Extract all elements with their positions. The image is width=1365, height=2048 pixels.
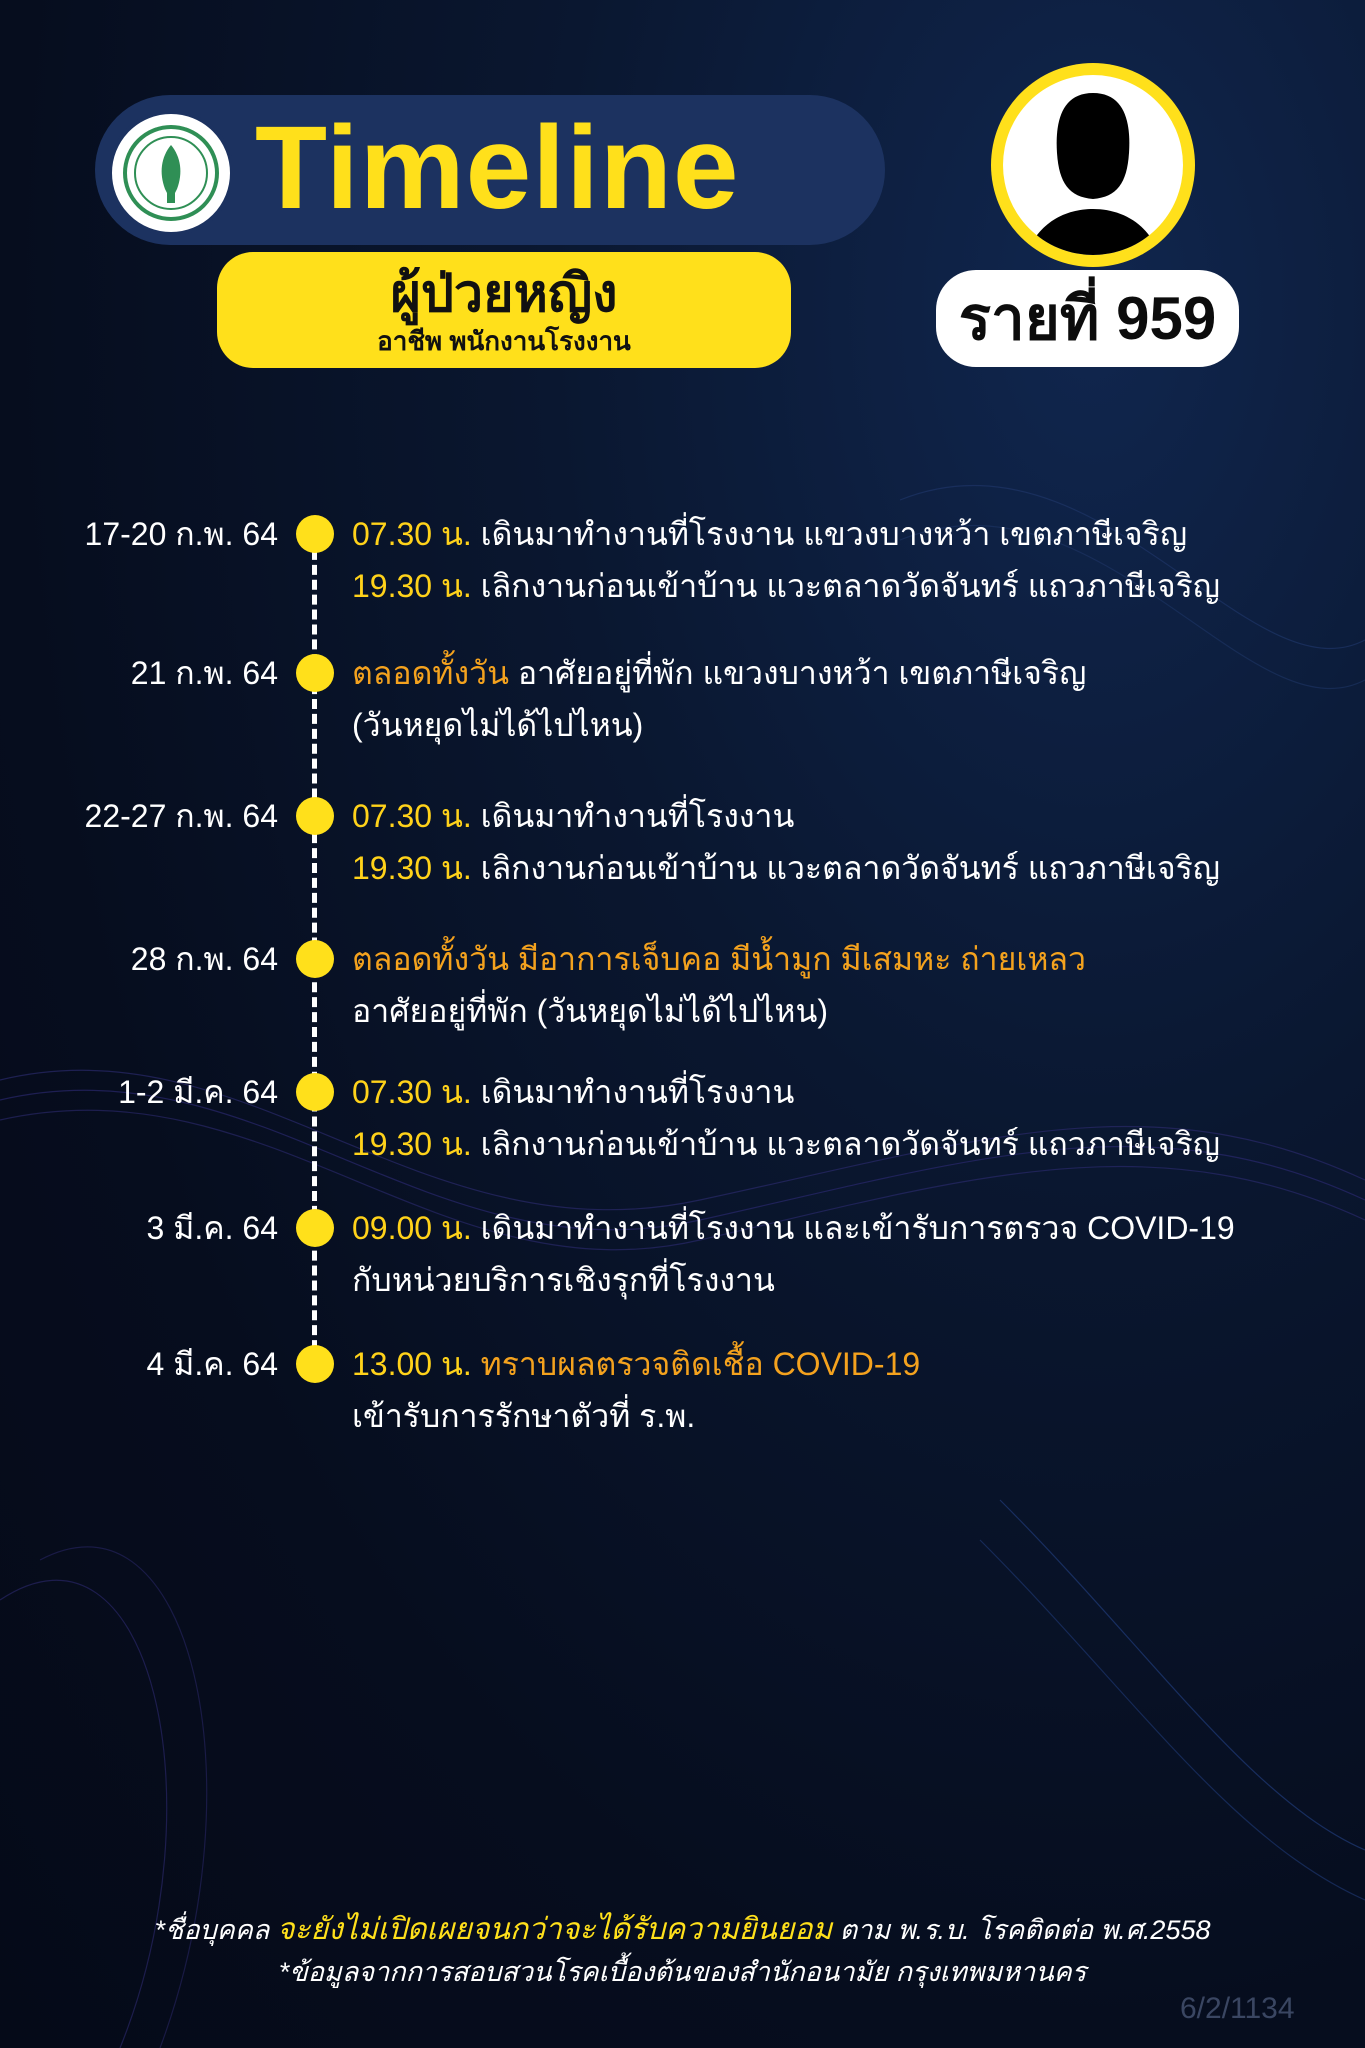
footer-note-source: *ข้อมูลจากการสอบสวนโรคเบื้องต้นของสำนักอนามัย กรุงเทพมหานคร — [278, 1957, 1087, 1987]
entry-date: 4 มี.ค. 64 — [146, 1346, 278, 1382]
timeline-dot — [296, 654, 334, 692]
patient-label-pill — [217, 252, 791, 368]
entry-line — [352, 1066, 1352, 1118]
entry-line — [352, 1254, 1352, 1306]
watermark: 6/2/1134 — [1180, 1992, 1295, 2025]
footer-suffix: ตาม พ.ร.บ. โรคติดต่อ พ.ศ.2558 — [832, 1915, 1211, 1945]
female-silhouette-icon — [1003, 75, 1183, 255]
entry-time: ตลอดทั้งวัน — [352, 655, 509, 691]
entry-text: เดินมาทำงานที่โรงงาน — [471, 798, 795, 834]
entry-text: เข้ารับการรักษาตัวที่ ร.พ. — [352, 1398, 696, 1434]
entry-line — [352, 1118, 1352, 1170]
entry-text: เลิกงานก่อนเข้าบ้าน แวะตลาดวัดจันทร์ แถวภาษีเจริญ — [471, 850, 1221, 886]
page-title: Timeline — [255, 102, 740, 234]
entry-date: 22-27 ก.พ. 64 — [84, 798, 278, 834]
entry-line — [352, 985, 1352, 1037]
entry-line — [352, 647, 1352, 699]
entry-time: 07.30 น. — [352, 516, 472, 552]
entry-text: เดินมาทำงานที่โรงงาน และเข้ารับการตรวจ COVID-19 — [471, 1210, 1235, 1246]
occupation: อาชีพ พนักงานโรงงาน — [377, 326, 631, 356]
entry-line — [352, 933, 1352, 985]
timeline-dot — [296, 1345, 334, 1383]
entry-symptoms: มีอาการเจ็บคอ มีน้ำมูก มีเสมหะ ถ่ายเหลว — [508, 941, 1086, 977]
entry-date: 1-2 มี.ค. 64 — [118, 1074, 278, 1110]
entry-line — [352, 1202, 1352, 1254]
patient-label: ผู้ป่วยหญิง — [390, 265, 618, 323]
entry-text: (วันหยุดไม่ได้ไปไหน) — [352, 707, 644, 743]
entry-date: 21 ก.พ. 64 — [130, 655, 278, 691]
entry-time: 07.30 น. — [352, 1074, 472, 1110]
entry-time: ตลอดทั้งวัน — [352, 941, 509, 977]
entry-text: เลิกงานก่อนเข้าบ้าน แวะตลาดวัดจันทร์ แถวภาษีเจริญ — [471, 568, 1221, 604]
entry-text: อาศัยอยู่ที่พัก แขวงบางหว้า เขตภาษีเจริญ — [508, 655, 1087, 691]
footer-note-privacy — [0, 1910, 1365, 1950]
entry-date: 17-20 ก.พ. 64 — [84, 516, 278, 552]
timeline-dot — [296, 797, 334, 835]
case-number-badge: รายที่ 959 — [936, 270, 1239, 367]
entry-date: 28 ก.พ. 64 — [130, 941, 278, 977]
entry-text: เลิกงานก่อนเข้าบ้าน แวะตลาดวัดจันทร์ แถวภาษีเจริญ — [471, 1126, 1221, 1162]
timeline-dot — [296, 1209, 334, 1247]
entry-line — [352, 790, 1352, 842]
entry-line — [352, 842, 1352, 894]
entry-line — [352, 1338, 1352, 1390]
entry-text: อาศัยอยู่ที่พัก (วันหยุดไม่ได้ไปไหน) — [352, 993, 828, 1029]
timeline-dot — [296, 1073, 334, 1111]
entry-line — [352, 508, 1352, 560]
entry-time: 19.30 น. — [352, 568, 472, 604]
entry-line — [352, 560, 1352, 612]
timeline-dot — [296, 940, 334, 978]
timeline-dot — [296, 515, 334, 553]
entry-text: เดินมาทำงานที่โรงงาน — [471, 1074, 795, 1110]
entry-text: กับหน่วยบริการเชิงรุกที่โรงงาน — [352, 1262, 775, 1298]
entry-time: 07.30 น. — [352, 798, 472, 834]
entry-text: เดินมาทำงานที่โรงงาน แขวงบางหว้า เขตภาษีเจริญ — [471, 516, 1188, 552]
entry-line — [352, 1390, 1352, 1442]
entry-result: ทราบผลตรวจติดเชื้อ COVID-19 — [471, 1346, 921, 1382]
entry-time: 19.30 น. — [352, 1126, 472, 1162]
entry-line — [352, 699, 1352, 751]
entry-time: 09.00 น. — [352, 1210, 472, 1246]
footer-highlight: จะยังไม่เปิดเผยจนกว่าจะได้รับความยินยอม — [276, 1913, 833, 1946]
avatar — [991, 63, 1195, 267]
entry-date: 3 มี.ค. 64 — [146, 1210, 278, 1246]
entry-time: 19.30 น. — [352, 850, 472, 886]
bangkok-seal-logo — [108, 110, 234, 236]
entry-time: 13.00 น. — [352, 1346, 472, 1382]
footer-prefix: *ชื่อบุคคล — [154, 1915, 277, 1945]
